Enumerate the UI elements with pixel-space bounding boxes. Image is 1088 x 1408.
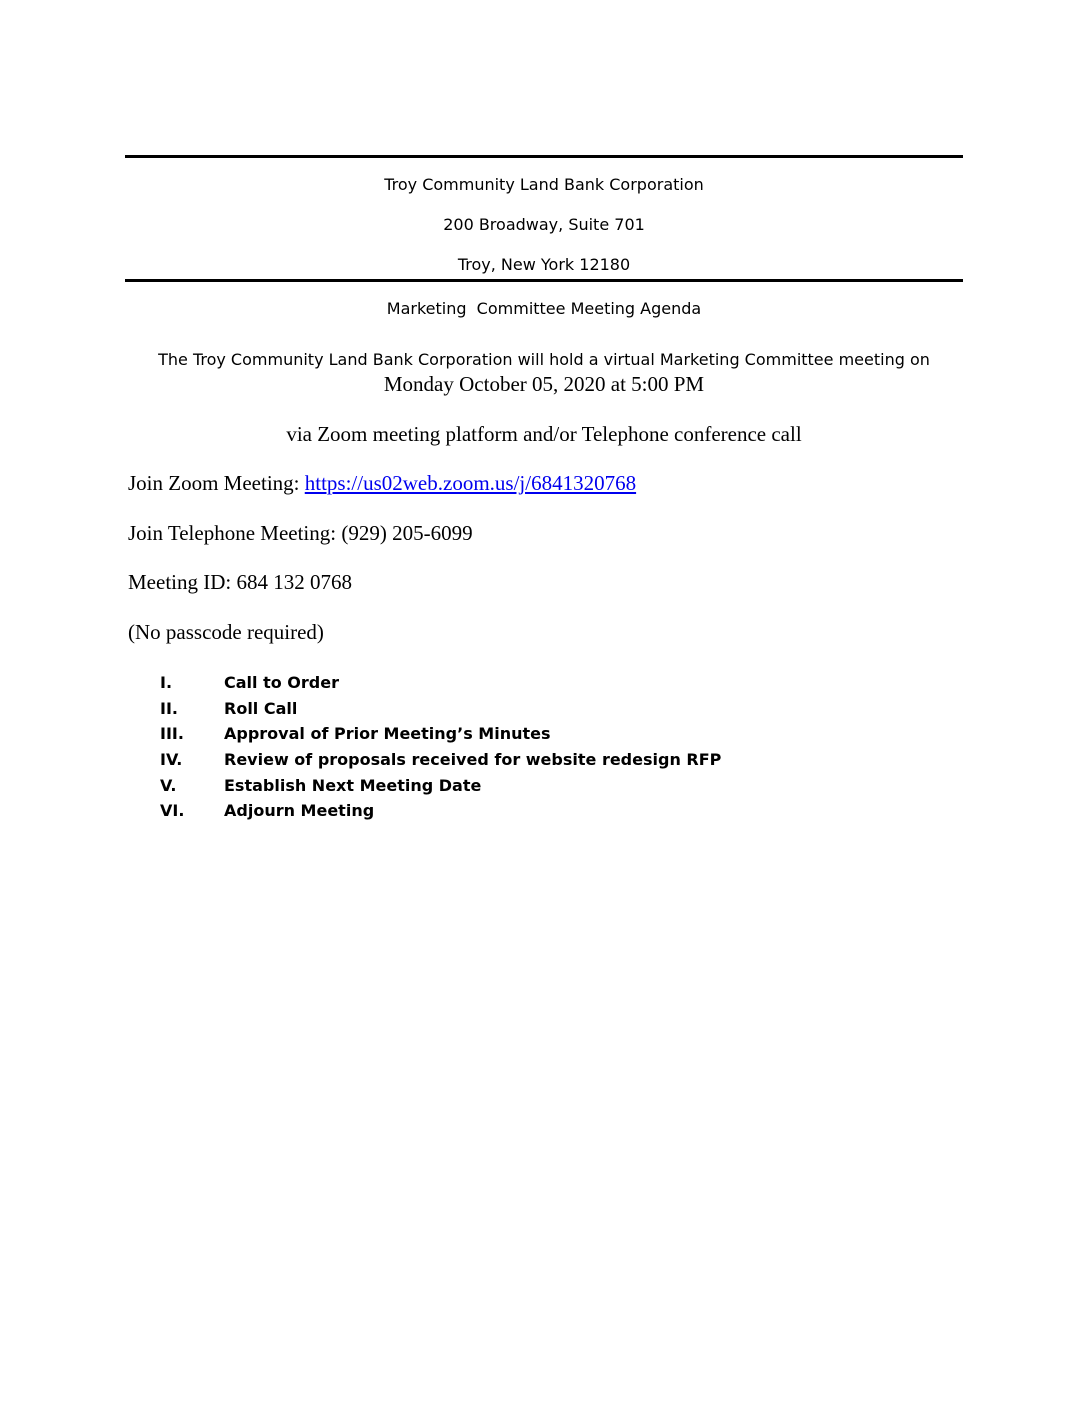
agenda-item: [160, 670, 721, 696]
agenda-item-text: Approval of Prior Meeting’s Minutes: [224, 724, 551, 744]
meeting-intro: The Troy Community Land Bank Corporation will hold a virtual Marketing Committee meeting on: [158, 350, 930, 369]
header-top-rule: [125, 155, 963, 158]
header-bottom-rule: [125, 279, 963, 282]
agenda-item-number: III.: [160, 724, 184, 744]
agenda-item-number: IV.: [160, 750, 183, 770]
address-line-2: Troy, New York 12180: [457, 255, 631, 274]
zoom-join-line: [128, 471, 636, 496]
agenda-item: [160, 747, 721, 773]
agenda-item-number: II.: [160, 698, 178, 718]
agenda-item: [160, 696, 721, 722]
agenda-item: [160, 772, 721, 798]
agenda-item-number: V.: [160, 775, 177, 795]
zoom-join-label: Join Zoom Meeting:: [128, 471, 305, 495]
agenda-list: [160, 670, 721, 824]
agenda-item-number: I.: [160, 673, 173, 693]
agenda-item-text: Review of proposals received for website redesign RFP: [224, 750, 722, 770]
zoom-meeting-link[interactable]: https://us02web.zoom.us/j/6841320768: [304, 471, 637, 495]
meeting-platform: via Zoom meeting platform and/or Telephone conference call: [286, 422, 802, 446]
agenda-item: [160, 798, 721, 824]
meeting-id-line: Meeting ID: 684 132 0768: [128, 570, 352, 594]
organization-name: Troy Community Land Bank Corporation: [384, 175, 704, 194]
agenda-title: Marketing Committee Meeting Agenda: [386, 299, 702, 318]
agenda-item-text: Establish Next Meeting Date: [224, 775, 482, 795]
agenda-item: [160, 721, 721, 747]
meeting-datetime: Monday October 05, 2020 at 5:00 PM: [383, 372, 705, 396]
agenda-item-text: Adjourn Meeting: [224, 801, 375, 821]
agenda-item-text: Call to Order: [224, 673, 339, 693]
telephone-join-line: Join Telephone Meeting: (929) 205-6099: [128, 521, 473, 545]
address-line-1: 200 Broadway, Suite 701: [443, 215, 645, 234]
passcode-note: (No passcode required): [128, 620, 324, 644]
agenda-item-text: Roll Call: [224, 698, 298, 718]
agenda-item-number: VI.: [160, 801, 185, 821]
